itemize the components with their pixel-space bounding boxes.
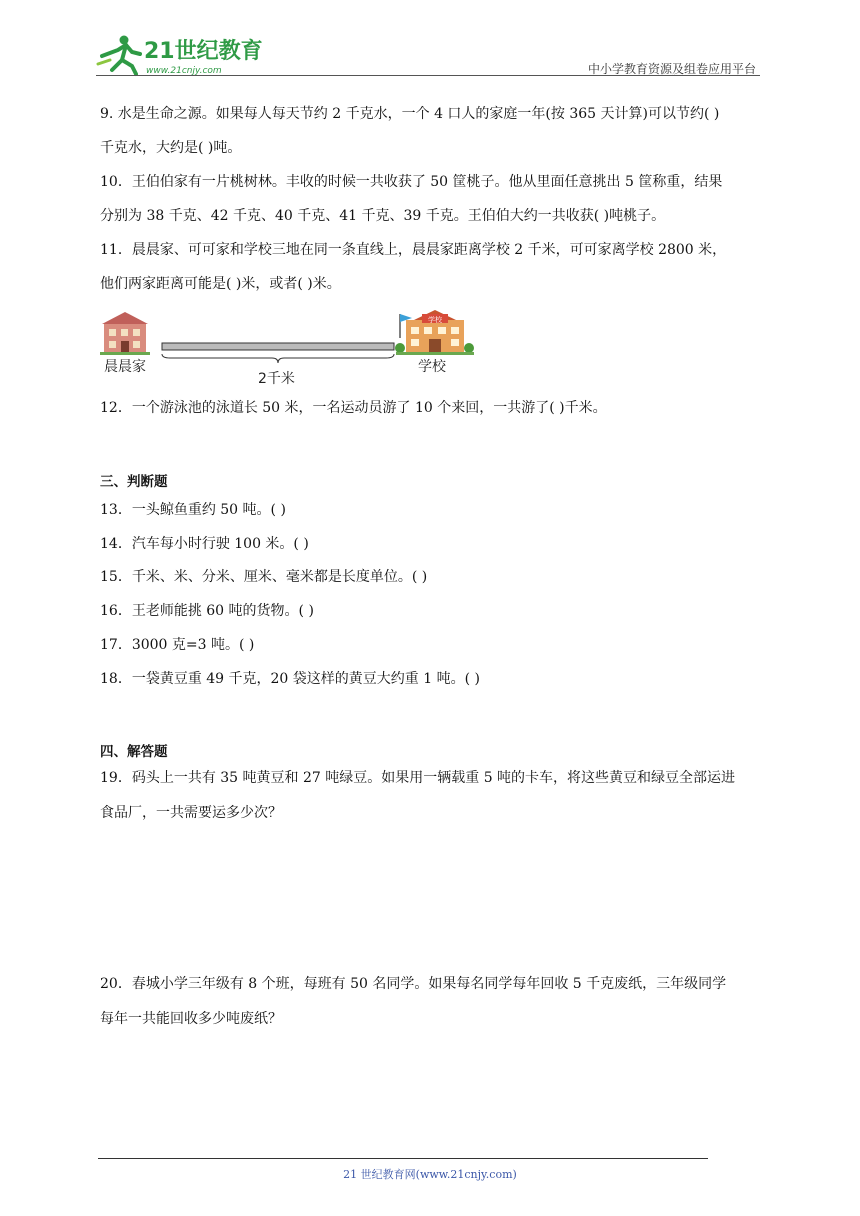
q20-line1: 20．春城小学三年级有 8 个班，每班有 50 名同学。如果每名同学每年回收 5 千克废纸，三年级同学 xyxy=(100,976,727,992)
distance-label: 2千米 xyxy=(258,371,295,387)
runner-icon xyxy=(98,36,140,75)
header-divider xyxy=(96,75,760,76)
q9-line2: 千克水，大约是( )吨。 xyxy=(100,140,242,156)
q9-line1: 9. 水是生命之源。如果每人每天节约 2 千克水，一个 4 口人的家庭一年(按 365 天计算)可以节约( ) xyxy=(100,106,720,122)
q20-line2: 每年一共能回收多少吨废纸？ xyxy=(100,1011,282,1027)
q11-line1: 11．晨晨家、可可家和学校三地在同一条直线上，晨晨家距离学校 2 千米，可可家离学校 2800 米， xyxy=(100,242,727,258)
q13-line: 13．一头鲸鱼重约 50 吨。( ) xyxy=(100,502,286,518)
distance-bar xyxy=(162,343,394,350)
footer-divider xyxy=(98,1158,708,1159)
q19-line1: 19．码头上一共有 35 吨黄豆和 27 吨绿豆。如果用一辆载重 5 吨的卡车，将这些黄豆和绿豆全部运进 xyxy=(100,770,736,786)
platform-name: 中小学教育资源及组卷应用平台 xyxy=(587,62,756,76)
section4-title: 四、解答题 xyxy=(100,744,168,760)
q15-line: 15．千米、米、分米、厘米、毫米都是长度单位。( ) xyxy=(100,569,428,585)
distance-brace xyxy=(162,354,394,363)
site-logo xyxy=(96,30,266,78)
q11-line2: 他们两家距离可能是( )米，或者( )米。 xyxy=(100,276,341,292)
distance-diagram xyxy=(100,310,480,390)
footer-text: 21 世纪教育网(www.21cnjy.com) xyxy=(343,1168,517,1181)
section3-title: 三、判断题 xyxy=(100,474,168,490)
q16-line: 16．王老师能挑 60 吨的货物。( ) xyxy=(100,603,314,619)
q18-line: 18．一袋黄豆重 49 千克，20 袋这样的黄豆大约重 1 吨。( ) xyxy=(100,671,480,687)
q10-line1: 10．王伯伯家有一片桃树林。丰收的时候一共收获了 50 筐桃子。他从里面任意挑出 5 筐称重，结果 xyxy=(100,174,723,190)
school-sign: 学校 xyxy=(428,316,442,324)
house-icon xyxy=(100,312,150,355)
q12-line: 12．一个游泳池的泳道长 50 米，一名运动员游了 10 个来回，一共游了( )千米。 xyxy=(100,400,607,416)
home-label: 晨晨家 xyxy=(104,359,146,375)
page-header xyxy=(96,30,760,80)
q17-line: 17．3000 克=3 吨。( ) xyxy=(100,637,255,653)
q10-line2: 分别为 38 千克、42 千克、40 千克、41 千克、39 千克。王伯伯大约一共收获( )吨桃子。 xyxy=(100,208,666,224)
q14-line: 14．汽车每小时行驶 100 米。( ) xyxy=(100,536,309,552)
logo-subtext: www.21cnjy.com xyxy=(146,66,222,76)
q19-line2: 食品厂，一共需要运多少次？ xyxy=(100,805,282,821)
school-label: 学校 xyxy=(418,359,446,375)
school-icon xyxy=(395,310,474,355)
logo-text: 21世纪教育 xyxy=(144,39,263,64)
